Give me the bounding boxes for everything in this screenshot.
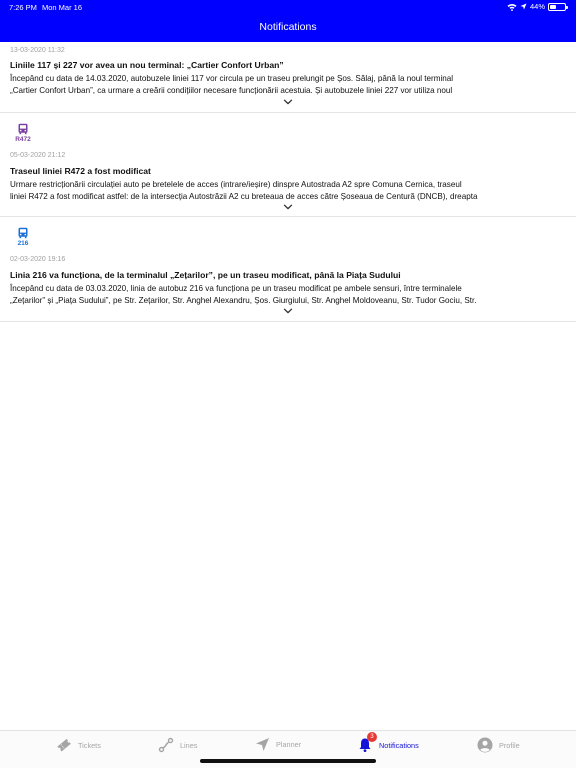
status-date: Mon Mar 16 — [42, 3, 83, 12]
tab-label: Tickets — [78, 740, 101, 750]
notification-body-line: „Cartier Confort Urban”, ca urmare a creării condițiilor necesare funcționării acestuia. Și autobuzele liniei 227 vor utiliza noul — [10, 85, 453, 95]
route-number: R472 — [15, 136, 31, 143]
route-icon — [158, 737, 174, 753]
tab-profile[interactable] — [477, 737, 520, 753]
bus-icon — [17, 123, 29, 135]
battery-percent: 44% — [529, 2, 545, 11]
notifications-list — [0, 42, 576, 322]
notification-item[interactable] — [0, 113, 576, 217]
tab-notifications[interactable] — [357, 734, 419, 753]
notification-body-line: Începând cu data de 14.03.2020, autobuzele liniei 117 vor circula pe un traseu prelungit pe Șos. Sălaj, până la noul terminal — [10, 74, 454, 83]
tab-label: Profile — [499, 740, 520, 750]
ticket-icon — [56, 737, 72, 753]
tab-bar — [0, 730, 576, 768]
route-badge — [12, 227, 34, 247]
page-title: Notifications — [259, 21, 317, 33]
notification-title: Traseul liniei R472 a fost modificat — [10, 166, 151, 176]
navigation-bar — [0, 0, 576, 42]
notification-title: Linia 216 va funcționa, de la terminalul „Zețarilor”, pe un traseu modificat, până la Piața Sudului — [10, 270, 401, 280]
notification-title: Liniile 117 și 227 vor avea un nou terminal: „Cartier Confort Urban” — [10, 60, 284, 70]
route-number: 216 — [17, 240, 29, 247]
notification-body — [10, 179, 570, 202]
home-indicator[interactable] — [200, 759, 376, 763]
notification-body — [10, 283, 570, 306]
wifi-icon — [507, 3, 517, 11]
notification-body-line: liniei R472 a fost modificat astfel: de la intersecția Autostrăzii A2 cu breteaua de acces către Șoseaua de Centură (DNCB), dreapta — [10, 191, 478, 201]
location-icon — [520, 3, 527, 10]
tab-tickets[interactable] — [56, 737, 101, 753]
notification-item[interactable] — [0, 42, 576, 113]
chevron-down-icon[interactable] — [283, 308, 293, 314]
bell-icon-wrap — [357, 734, 374, 753]
notification-body-line: Urmare restricționării circulației auto pe bretelele de acces (intrare/ieșire) dinspre Autostrada A2 spre Comuna Cernica, traseul — [10, 180, 462, 189]
notification-body-line: „Zețarilor” și „Piața Sudului”, pe Str. Zețarilor, Str. Anghel Alexandru, Șos. Giurgiului, Str. Anghel Moldoveanu, Str. Tudor Gociu, Str. — [10, 295, 477, 305]
status-indicators — [507, 2, 566, 11]
notification-count-badge: 3 — [367, 732, 377, 742]
battery-level — [550, 5, 556, 9]
notification-item[interactable] — [0, 217, 576, 322]
tab-label: Lines — [180, 740, 198, 750]
user-icon — [477, 737, 493, 753]
chevron-down-icon[interactable] — [283, 99, 293, 105]
navigation-arrow-icon — [255, 737, 270, 752]
tab-lines[interactable] — [158, 737, 197, 753]
notification-body-line: Începând cu data de 03.03.2020, linia de autobuz 216 va funcționa pe un traseu modificat pe ambele sensuri, între terminalele — [10, 284, 462, 293]
tab-label: Notifications — [379, 740, 419, 750]
notification-body — [10, 73, 570, 96]
tab-planner[interactable] — [255, 737, 301, 752]
battery-icon — [548, 3, 566, 11]
tab-label: Planner — [276, 740, 302, 749]
chevron-down-icon[interactable] — [283, 204, 293, 210]
status-time: 7:26 PM — [9, 3, 37, 12]
notification-date: 05-03-2020 21:12 — [10, 152, 66, 159]
notification-date: 02-03-2020 19:16 — [10, 256, 66, 263]
notification-date: 13-03-2020 11:32 — [10, 47, 65, 54]
bus-icon — [17, 227, 29, 239]
route-badge — [12, 123, 34, 143]
